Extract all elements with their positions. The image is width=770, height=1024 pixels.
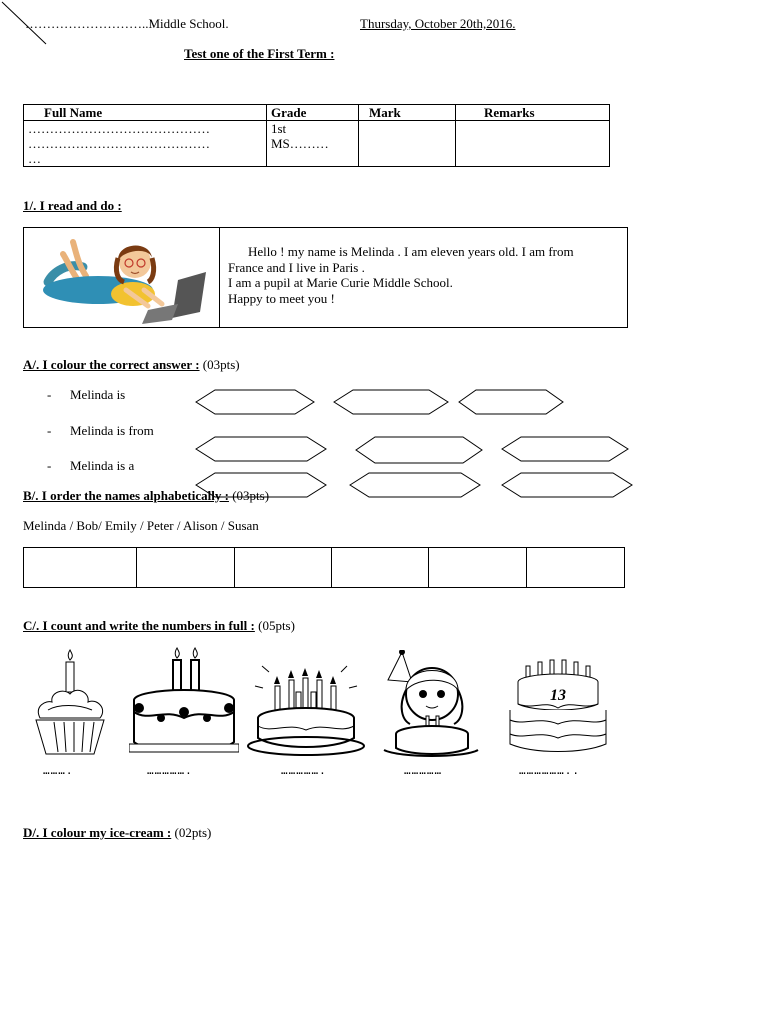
section-c-points: (05pts)	[258, 618, 295, 633]
item-melinda-is-a: Melinda is a	[70, 458, 135, 473]
name-dots: ……………………………………	[28, 121, 210, 136]
cake-two-candles-illustration	[129, 646, 239, 758]
reading-paragraph	[228, 244, 618, 306]
section-b-points: (03pts)	[232, 488, 270, 503]
answer-hexagon[interactable]	[333, 389, 449, 415]
answer-hexagon[interactable]	[349, 472, 481, 498]
section-a-points: (03pts)	[202, 357, 240, 372]
answer-cell[interactable]	[332, 548, 430, 587]
answer-cell[interactable]	[24, 548, 137, 587]
paragraph-line: Hello ! my name is Melinda . I am eleven years old. I am from	[248, 244, 574, 259]
reading-box-divider	[219, 228, 220, 327]
answer-cell[interactable]	[429, 548, 527, 587]
test-title: Test one of the First Term :	[184, 46, 335, 61]
answer-blank[interactable]: ………………..	[519, 764, 580, 777]
cupcake-one-candle-illustration	[28, 646, 112, 758]
grade-level: 1st	[271, 121, 287, 136]
girl-birthday-cake-illustration	[380, 650, 480, 760]
cake-number: 13	[550, 687, 566, 704]
header-mark: Mark	[359, 105, 456, 121]
header-grade: Grade	[267, 105, 359, 121]
item-melinda-is: Melinda is	[70, 387, 126, 402]
school-name: ………………………..Middle School.	[25, 16, 229, 31]
paragraph-line: I am a pupil at Marie Curie Middle School.	[228, 275, 453, 290]
answer-blank[interactable]: …………….	[281, 764, 327, 777]
test-date: Thursday, October 20th,2016.	[360, 16, 516, 31]
header-full-name: Full Name	[24, 105, 267, 121]
grade-class: MS………	[271, 136, 329, 151]
name-dots: ……………………………………	[28, 136, 210, 151]
reading-box	[23, 227, 628, 328]
cake-thirteen-illustration	[504, 656, 612, 756]
answer-hexagon[interactable]	[195, 389, 315, 415]
item-dash: -	[47, 458, 52, 473]
section-a-title: A/. I colour the correct answer :	[23, 357, 200, 372]
answer-blank[interactable]: ……….	[43, 764, 74, 777]
header-remarks: Remarks	[456, 105, 610, 121]
section-d-heading	[23, 825, 211, 841]
paragraph-line: France and I live in Paris .	[228, 259, 365, 275]
section-c-heading	[23, 618, 295, 634]
section-b-heading	[23, 488, 269, 504]
remarks-cell	[456, 121, 610, 167]
section-b-title: B/. I order the names alphabetically :	[23, 488, 229, 503]
item-dash: -	[47, 423, 52, 438]
item-melinda-from: Melinda is from	[70, 423, 154, 438]
mark-cell	[359, 121, 456, 167]
alphabetical-answer-grid	[23, 547, 625, 588]
student-info-table	[23, 104, 610, 167]
section-d-title: D/. I colour my ice-cream :	[23, 825, 172, 840]
answer-hexagon[interactable]	[501, 436, 629, 462]
item-dash: -	[47, 387, 52, 402]
section-1-title: 1/. I read and do :	[23, 198, 122, 213]
answer-cell[interactable]	[527, 548, 624, 587]
answer-hexagon[interactable]	[355, 436, 483, 464]
answer-cell[interactable]	[137, 548, 235, 587]
answer-blank[interactable]: …………….	[147, 764, 193, 777]
name-dots: …	[28, 151, 41, 166]
girl-laptop-illustration	[38, 232, 213, 324]
answer-blank[interactable]: ……………	[404, 764, 443, 777]
grade-cell	[267, 121, 359, 167]
cake-many-candles-illustration	[247, 656, 365, 756]
answer-cell[interactable]	[235, 548, 332, 587]
full-name-cell[interactable]	[24, 121, 267, 167]
answer-hexagon[interactable]	[195, 436, 327, 462]
section-a-heading	[23, 357, 240, 373]
section-d-points: (02pts)	[174, 825, 212, 840]
paragraph-line: Happy to meet you !	[228, 290, 335, 306]
answer-hexagon[interactable]	[501, 472, 633, 498]
names-list: Melinda / Bob/ Emily / Peter / Alison / Susan	[23, 518, 259, 533]
section-c-title: C/. I count and write the numbers in full :	[23, 618, 255, 633]
answer-hexagon[interactable]	[458, 389, 564, 415]
